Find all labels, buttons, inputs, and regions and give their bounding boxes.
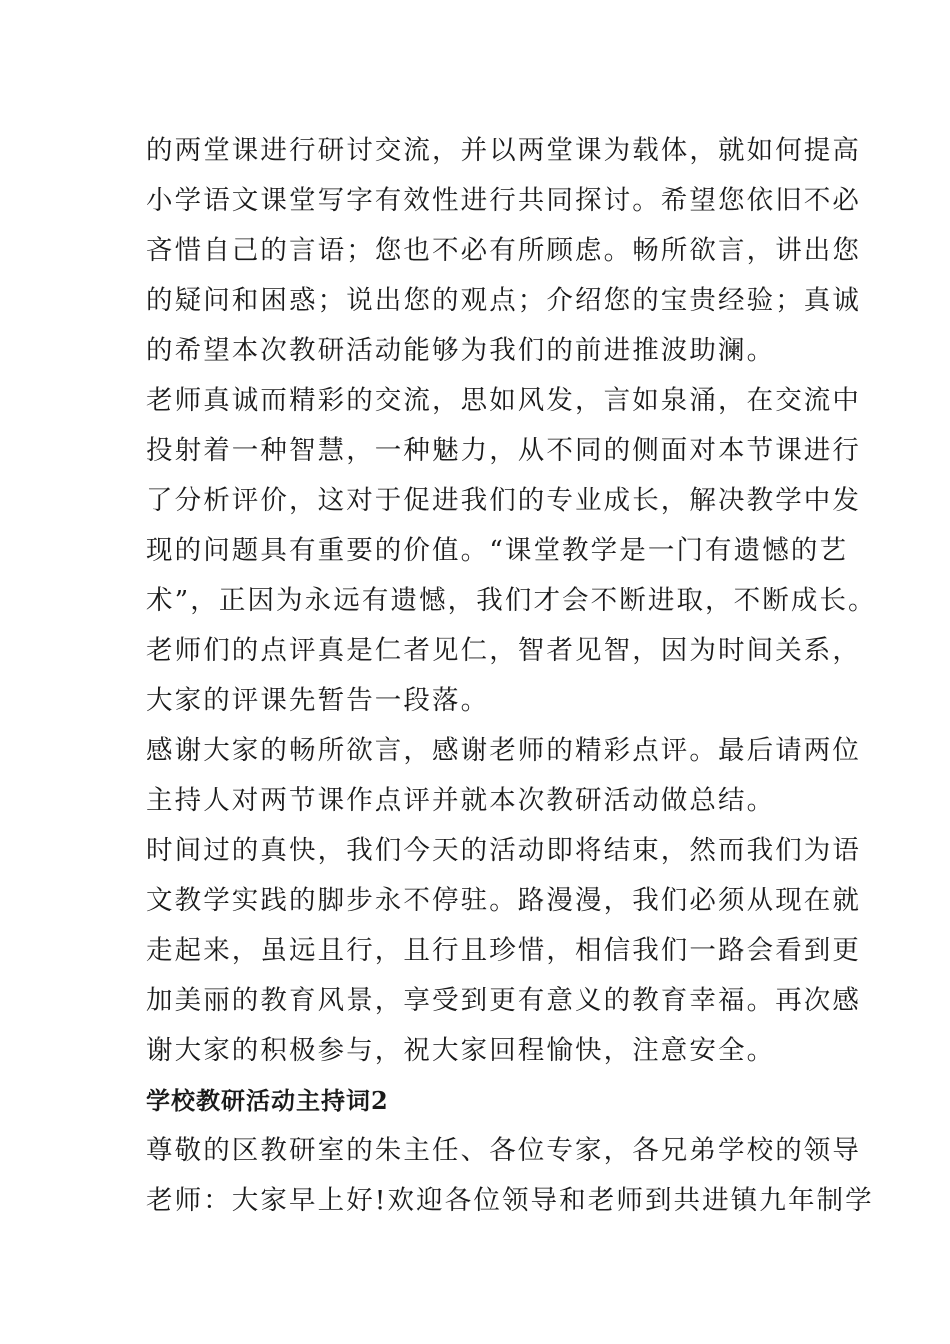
document-body (146, 126, 877, 1226)
text-line: 加美丽的教育风景，享受到更有意义的教育幸福。再次感 (146, 985, 861, 1016)
text-line: 主持人对两节课作点评并就本次教研活动做总结。 (146, 785, 776, 816)
text-line: 大家的评课先暂告一段落。 (146, 685, 490, 716)
text-line: 文教学实践的脚步永不停驻。路漫漫，我们必须从现在就 (146, 885, 861, 916)
text-line: 的希望本次教研活动能够为我们的前进推波助澜。 (146, 335, 776, 366)
text-line: 吝惜自己的言语；您也不必有所顾虑。畅所欲言，讲出您 (146, 235, 861, 266)
text-line: 现的问题具有重要的价值。“课堂教学是一门有遗憾的艺 (146, 535, 849, 566)
text-line: 了分析评价，这对于促进我们的专业成长，解决教学中发 (146, 485, 861, 516)
text-line: 术”，正因为永远有遗憾，我们才会不断进取，不断成长。 (146, 585, 877, 616)
text-line: 尊敬的区教研室的朱主任、各位专家，各兄弟学校的领导 (146, 1135, 861, 1166)
text-line: 投射着一种智慧，一种魅力，从不同的侧面对本节课进行 (146, 435, 861, 466)
text-line: 感谢大家的畅所欲言，感谢老师的精彩点评。最后请两位 (146, 735, 861, 766)
paragraph-discussion-intro (146, 126, 861, 376)
text-line: 老师：大家早上好!欢迎各位领导和老师到共进镇九年制学 (146, 1185, 874, 1216)
section-heading: 学校教研活动主持词2 (146, 1086, 389, 1115)
paragraph-thanks (146, 726, 861, 826)
paragraph-greeting (146, 1126, 874, 1226)
text-line: 的两堂课进行研讨交流，并以两堂课为载体，就如何提高 (146, 135, 861, 166)
text-line: 老师们的点评真是仁者见仁，智者见智，因为时间关系， (146, 635, 861, 666)
text-line: 走起来，虽远且行，且行且珍惜，相信我们一路会看到更 (146, 935, 861, 966)
text-line: 小学语文课堂写字有效性进行共同探讨。希望您依旧不必 (146, 185, 861, 216)
paragraph-teacher-comments (146, 376, 877, 726)
text-line: 谢大家的积极参与，祝大家回程愉快，注意安全。 (146, 1035, 776, 1066)
text-line: 时间过的真快，我们今天的活动即将结束，然而我们为语 (146, 835, 861, 866)
text-line: 老师真诚而精彩的交流，思如风发，言如泉涌，在交流中 (146, 385, 861, 416)
paragraph-closing-remarks (146, 826, 861, 1076)
text-line: 的疑问和困惑；说出您的观点；介绍您的宝贵经验；真诚 (146, 285, 861, 316)
